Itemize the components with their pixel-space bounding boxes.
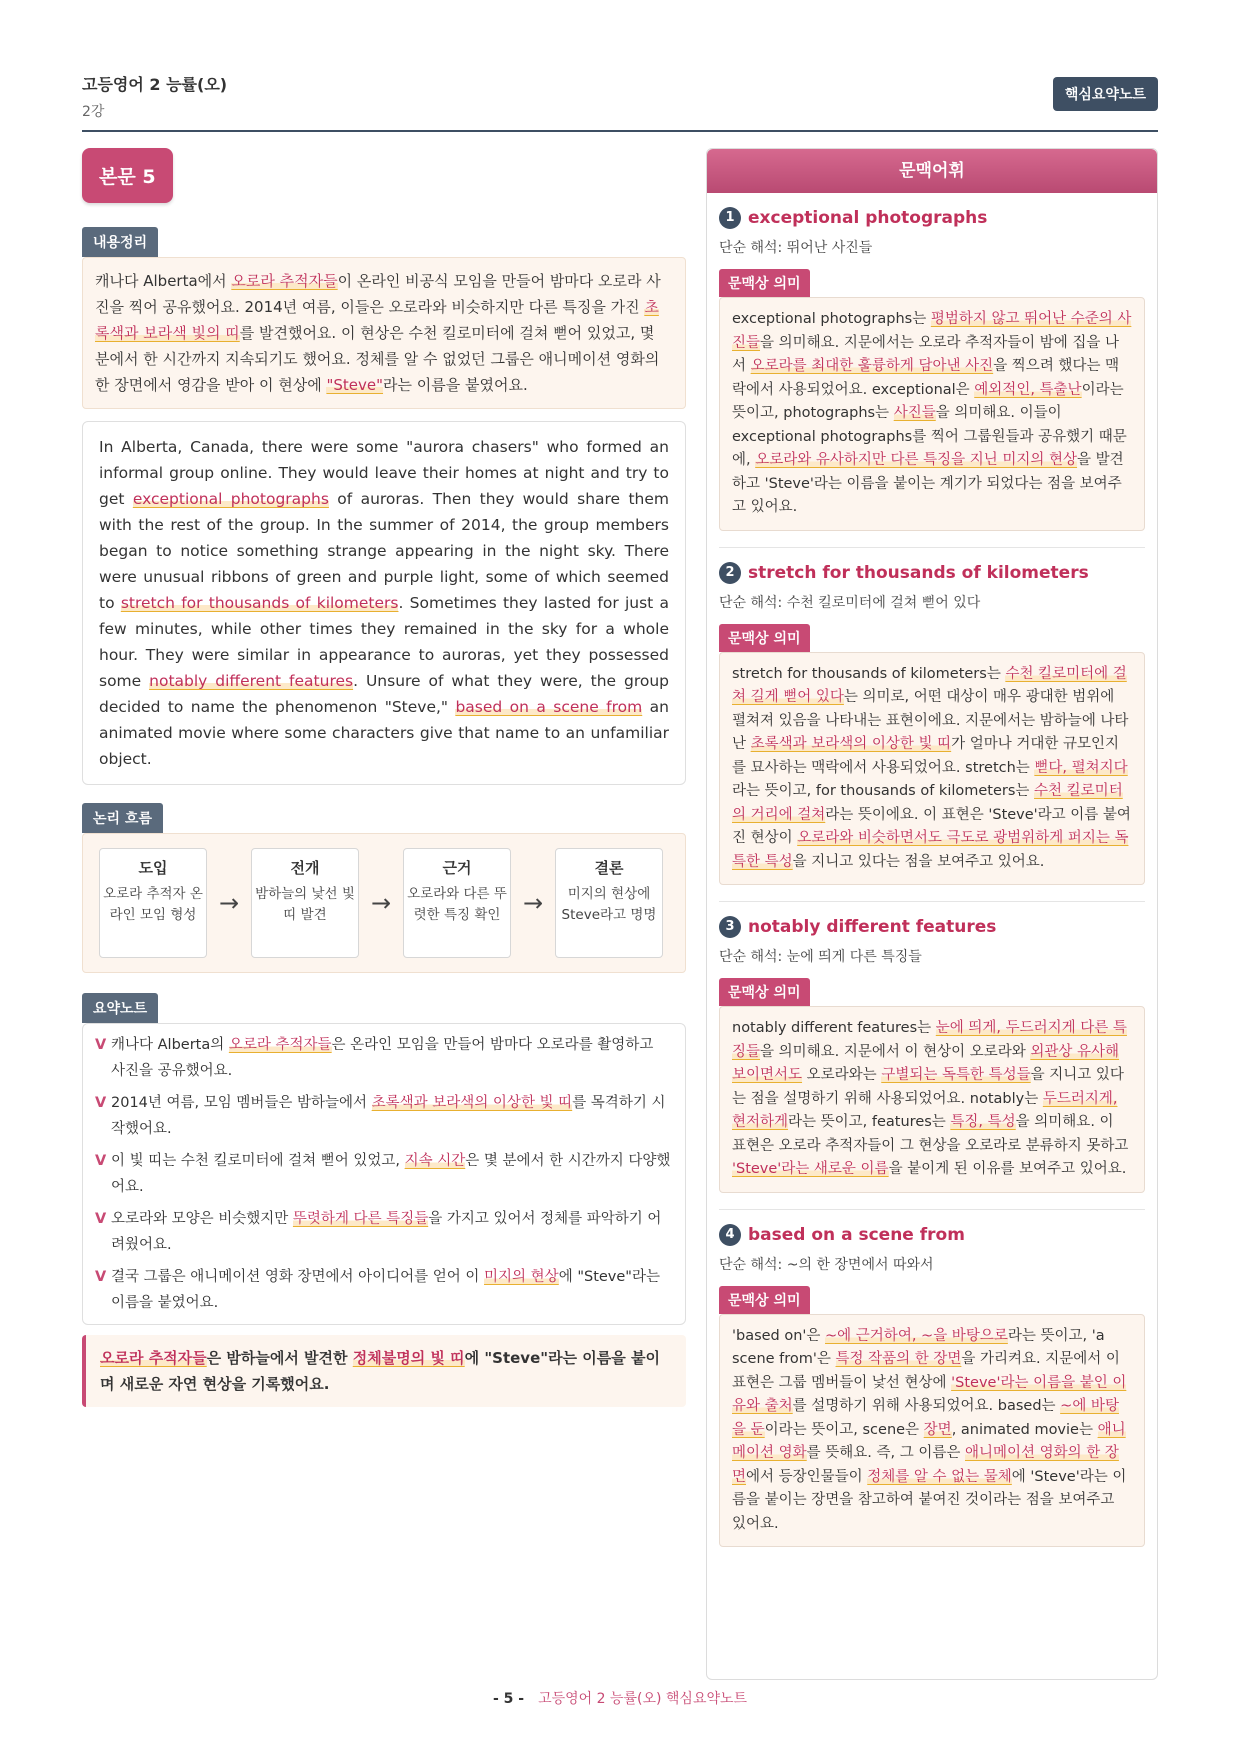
left-column [82, 148, 686, 1407]
context-meaning-tag: 문맥상 의미 [719, 1286, 810, 1314]
vocab-number: 1 [719, 207, 741, 229]
simple-meaning-text: 뛰어난 사진들 [786, 240, 873, 256]
text-run: notably different features는 [732, 1020, 936, 1036]
arrow-right-icon: → [218, 889, 240, 917]
flow-step-body: 미지의 현상에 Steve라고 명명 [561, 886, 657, 923]
flow-step-body: 오로라 추적자 온라인 모임 형성 [103, 886, 203, 923]
note-text [111, 1264, 671, 1316]
text-run: 에 "Steve"라는 이름을 붙이며 새로운 자연 현상을 기록했어요. [100, 1349, 660, 1393]
text-run: 은 밤하늘에서 발견한 [206, 1349, 353, 1367]
simple-meaning [719, 592, 1145, 612]
text-run: 을 의미해요. 이들이 exceptional photographs를 찍어 그룹원들과 공유했기 때문에, [732, 405, 1127, 468]
simple-meaning [719, 1254, 1145, 1274]
key-phrase: 정체불명의 빛 띠 [352, 1349, 465, 1367]
simple-meaning [719, 946, 1145, 966]
english-passage [82, 421, 686, 785]
context-meaning [719, 652, 1145, 886]
text-run: 는 의미로, 어떤 대상이 매우 광대한 범위에 펼쳐져 있음을 나타내는 표현이에요. 지문에서는 밤하늘에 나타난 [732, 689, 1129, 752]
check-mark-icon: V [95, 1153, 107, 1169]
vocab-item-3 [707, 916, 1157, 1210]
check-mark-icon: V [95, 1095, 107, 1111]
key-phrase: 특징, 특성 [950, 1114, 1016, 1130]
key-phrase: 오로라와 유사하지만 다른 특징을 지닌 미지의 현상 [755, 452, 1078, 468]
flow-step-body: 밤하늘의 낯선 빛 띠 발견 [255, 886, 355, 923]
text-run: 에서 등장인물들이 [746, 1468, 868, 1485]
simple-meaning-label: 단순 해석: [719, 594, 787, 611]
context-meaning [719, 1314, 1145, 1548]
text-run: 'based on'은 [732, 1327, 826, 1344]
simple-meaning-text: 눈에 띄게 다른 특징들 [786, 949, 922, 965]
text-run: of auroras. Then they would share them with the rest of the group. In the summer of 2014, the group members began to notice something strange appearing in the night sky. There were unusual ribbons of green and purple light, some of which seemed to [99, 490, 669, 612]
context-meaning-tag: 문맥상 의미 [719, 978, 810, 1006]
key-phrase: 장면 [923, 1421, 952, 1438]
key-phrase: 초록색과 보라색 빛의 띠 [95, 298, 659, 342]
one-line-summary [82, 1335, 686, 1407]
text-run: 를 목격하기 시작했어요. [111, 1095, 666, 1137]
vocab-word: stretch for thousands of kilometers [748, 562, 1089, 583]
notes-tag: 요약노트 [82, 993, 158, 1023]
simple-meaning-label: 단순 해석: [719, 240, 787, 256]
text-run: 캐나다 Alberta에서 [95, 272, 232, 290]
context-meaning [719, 297, 1145, 531]
vocab-item-1 [707, 207, 1157, 548]
key-phrase: 수천 킬로미터의 거리에 걸쳐 [732, 783, 1123, 823]
context-meaning-tag: 문맥상 의미 [719, 269, 810, 297]
flow-step-conclusion [555, 848, 663, 958]
text-run: 를 뜻해요. 즉, 그 이름은 [806, 1445, 965, 1461]
korean-summary [82, 257, 686, 409]
context-meaning [719, 1006, 1145, 1193]
key-phrase: ~에 바탕을 둔 [732, 1398, 1119, 1438]
text-run: 을 가리켜요. 지문에서 이 표현은 그룹 멤버들이 낯선 현상에 [732, 1351, 1120, 1391]
key-phrase: stretch for thousands of kilometers [120, 594, 399, 612]
doc-title: 고등영어 2 능률(오) [82, 75, 228, 94]
flow-step-body: 오로라와 다른 뚜렷한 특징 확인 [407, 886, 507, 923]
flow-step-intro [99, 848, 207, 958]
key-phrase: 정체를 알 수 없는 물체 [867, 1468, 1012, 1485]
key-phrase: 뻗다, 펼쳐지다 [1034, 759, 1128, 776]
key-phrase: 초록색과 보라색의 이상한 빛 띠 [750, 736, 952, 752]
note-text [111, 1032, 671, 1084]
text-run: 은 몇 분에서 한 시간까지 다양했어요. [111, 1153, 671, 1195]
key-phrase: 뚜렷하게 다른 특징들 [292, 1211, 429, 1227]
key-phrase: 애니메이션 영화 [732, 1421, 1126, 1461]
key-phrase: 'Steve'라는 이름을 붙인 이유와 출처 [732, 1374, 1127, 1414]
text-run: an animated movie where some characters give that name to an unfamiliar object. [99, 698, 669, 768]
check-mark-icon: V [95, 1037, 107, 1053]
page-footer [0, 1688, 1240, 1708]
check-mark-icon: V [95, 1211, 107, 1227]
text-run: 라는 뜻이고, for thousands of kilometers는 [732, 783, 1035, 799]
flow-step-evidence [403, 848, 511, 958]
simple-meaning [719, 237, 1145, 257]
key-phrase: 초록색과 보라색의 이상한 빛 띠 [371, 1095, 573, 1111]
key-phrase: 지속 시간 [404, 1153, 466, 1169]
lesson-label: 2강 [82, 104, 105, 120]
text-run: stretch for thousands of kilometers는 [732, 665, 1006, 682]
logic-flow-tag: 논리 흐름 [82, 803, 163, 833]
simple-meaning-label: 단순 해석: [719, 1256, 787, 1273]
text-run: In Alberta, Canada, there were some "aurora chasers" who formed an informal group online. They would leave their homes at night and try to get [99, 438, 669, 508]
key-phrase: 오로라를 최대한 훌륭하게 담아낸 사진 [750, 358, 994, 374]
key-phrase: 사진들 [893, 405, 936, 421]
arrow-right-icon: → [522, 889, 544, 917]
vocab-item-2 [707, 562, 1157, 903]
note-text [111, 1148, 671, 1200]
flow-step-development [251, 848, 359, 958]
flow-step-head: 결론 [594, 859, 624, 877]
key-phrase: 평범하지 않고 뛰어난 수준의 사진들 [732, 311, 1132, 351]
notes-list [82, 1023, 686, 1325]
page-number: - 5 - [492, 1691, 525, 1707]
text-run: 라는 뜻이에요. 이 표현은 'Steve'라고 이름 붙여진 현상이 [732, 806, 1131, 846]
note-item [95, 1090, 671, 1142]
text-run: 을 의미해요. 지문에서는 오로라 추적자들이 밤에 집을 나서 [732, 334, 1120, 374]
vocab-number: 2 [719, 562, 741, 584]
key-phrase: 오로라 추적자들 [231, 272, 338, 290]
vocab-divider [719, 1209, 1145, 1210]
key-phrase: 특정 작품의 한 장면 [835, 1351, 962, 1367]
footer-text: 고등영어 2 능률(오) 핵심요약노트 [538, 1691, 748, 1707]
text-run: 2014년 여름, 모임 멤버들은 밤하늘에서 [111, 1095, 372, 1111]
vocab-panel [706, 148, 1158, 1680]
header-divider [82, 130, 1158, 132]
key-phrase: 수천 킬로미터에 걸쳐 길게 뻗어 있다 [732, 665, 1127, 705]
text-run: 라는 뜻이고, 'a scene from'은 [732, 1327, 1105, 1367]
text-run: 을 지니고 있다는 점을 보여주고 있어요. [792, 853, 1045, 870]
flow-step-head: 전개 [290, 859, 320, 877]
simple-meaning-label: 단순 해석: [719, 949, 787, 965]
text-run: 을 의미해요. 이 표현은 오로라 추적자들이 그 현상을 오로라로 분류하지 못하고 [732, 1114, 1129, 1154]
key-phrase: exceptional photographs [132, 490, 329, 508]
context-meaning-tag: 문맥상 의미 [719, 624, 810, 652]
text-run: . Sometimes they lasted for just a few minutes, while other times they remained in the sky for a whole hour. They were similar in appearance to auroras, yet they possessed some [99, 594, 669, 690]
vocab-word: notably different features [748, 917, 997, 937]
text-run: 이 온라인 비공식 모임을 만들어 밤마다 오로라 사진을 찍어 공유했어요. 2014년 여름, 이들은 오로라와 비슷하지만 다른 특징을 가진 [95, 272, 661, 316]
text-run: 을 찍으려 했다는 맥락에서 사용되었어요. exceptional은 [732, 358, 1120, 398]
key-phrase: 구별되는 독특한 특성들 [881, 1067, 1031, 1083]
key-phrase: 미지의 현상 [484, 1269, 559, 1285]
text-run: 이라는 뜻이고, photographs는 [732, 381, 1124, 421]
key-phrase: 두드러지게, 현저하게 [732, 1090, 1118, 1130]
key-phrase: notably different features [149, 672, 354, 690]
content-summary-section [82, 227, 686, 409]
text-run: , animated movie는 [951, 1421, 1098, 1438]
text-run: 은 온라인 모임을 만들어 밤마다 오로라를 촬영하고 사진을 공유했어요. [111, 1037, 654, 1079]
text-run: 를 설명하기 위해 사용되었어요. based는 [792, 1398, 1061, 1414]
vocab-word: based on a scene from [748, 1224, 965, 1245]
logic-flow [82, 833, 686, 973]
key-phrase: "Steve" [326, 376, 384, 394]
note-text [111, 1206, 671, 1258]
section-title: 본문 5 [82, 148, 173, 203]
text-run: 에 "Steve"라는 이름을 붙였어요. [111, 1269, 660, 1311]
note-item [95, 1206, 671, 1258]
text-run: 이 빛 띠는 수천 킬로미터에 걸쳐 뻗어 있었고, [111, 1153, 405, 1169]
simple-meaning-text: 수천 킬로미터에 걸쳐 뻗어 있다 [786, 594, 981, 611]
key-phrase: 오로라 추적자들 [100, 1349, 207, 1367]
text-run: 을 지니고 있다는 점을 설명하기 위해 사용되었어요. notably는 [732, 1067, 1124, 1107]
key-phrase: 예외적인, 특출난 [974, 381, 1082, 398]
note-item [95, 1032, 671, 1084]
text-run: 을 발견하고 'Steve'라는 이름을 붙이는 계기가 되었다는 점을 보여주고 있어요. [732, 452, 1124, 515]
key-phrase: ~에 근거하여, ~을 바탕으로 [825, 1327, 1008, 1344]
text-run: 이라는 뜻이고, scene은 [764, 1421, 924, 1438]
vocab-panel-title: 문맥어휘 [707, 149, 1157, 193]
note-item [95, 1264, 671, 1316]
text-run: 을 붙이게 된 이유를 보여주고 있어요. [888, 1161, 1127, 1177]
text-run: 을 의미해요. 지문에서 이 현상이 오로라와 [760, 1043, 1031, 1060]
note-text [111, 1090, 671, 1142]
key-phrase: 'Steve'라는 새로운 이름 [732, 1161, 889, 1177]
text-run: 오로라와 모양은 비슷했지만 [111, 1211, 293, 1227]
text-run: . Unsure of what they were, the group decided to name the phenomenon "Steve," [99, 672, 670, 716]
logic-flow-section [82, 803, 686, 973]
flow-step-head: 근거 [442, 859, 472, 877]
vocab-number: 3 [719, 916, 741, 938]
content-summary-tag: 내용정리 [82, 227, 158, 257]
text-run: 라는 이름을 붙였어요. [383, 376, 528, 394]
text-run: 라는 뜻이고, features는 [788, 1114, 951, 1130]
text-run: exceptional photographs는 [732, 311, 931, 327]
arrow-right-icon: → [370, 889, 392, 917]
key-phrase: 눈에 띄게, 두드러지게 다른 특징들 [732, 1020, 1127, 1060]
note-type-badge: 핵심요약노트 [1053, 77, 1158, 111]
key-phrase: 애니메이션 영화의 한 장면 [732, 1445, 1119, 1485]
vocab-divider [719, 901, 1145, 902]
vocab-word: exceptional photographs [748, 208, 988, 228]
key-phrase: based on a scene from [455, 698, 643, 716]
vocab-number: 4 [719, 1224, 741, 1246]
simple-meaning-text: ~의 한 장면에서 따와서 [786, 1256, 934, 1273]
text-run: 가 얼마나 거대한 규모인지를 묘사하는 맥락에서 사용되었어요. stretch는 [732, 736, 1120, 776]
vocab-item-4 [707, 1224, 1157, 1548]
key-phrase: 오로라 추적자들 [228, 1037, 332, 1053]
vocab-divider [719, 547, 1145, 548]
key-phrase: 외관상 유사해 보이면서도 [732, 1043, 1120, 1083]
text-run: 를 발견했어요. 이 현상은 수천 킬로미터에 걸쳐 뻗어 있었고, 몇 분에서 한 시간까지 지속되기도 했어요. 정체를 알 수 없었던 그룹은 애니메이션 영화의 한 장면에서 영감을 받아 이 현상에 [95, 324, 660, 394]
text-run: 을 가지고 있어서 정체를 파악하기 어려웠어요. [111, 1211, 662, 1253]
text-run: 에 'Steve'라는 이름을 붙이는 장면을 참고하여 붙여진 것이라는 점을 보여주고 있어요. [732, 1468, 1127, 1532]
check-mark-icon: V [95, 1269, 107, 1285]
text-run: 캐나다 Alberta의 [111, 1037, 229, 1053]
flow-step-head: 도입 [138, 859, 168, 877]
note-item [95, 1148, 671, 1200]
text-run: 오로라와는 [802, 1067, 882, 1083]
text-run: 결국 그룹은 애니메이션 영화 장면에서 아이디어를 얻어 이 [111, 1269, 485, 1285]
notes-section [82, 993, 686, 1407]
key-phrase: 오로라와 비슷하면서도 극도로 광범위하게 퍼지는 독특한 특성 [732, 830, 1129, 870]
